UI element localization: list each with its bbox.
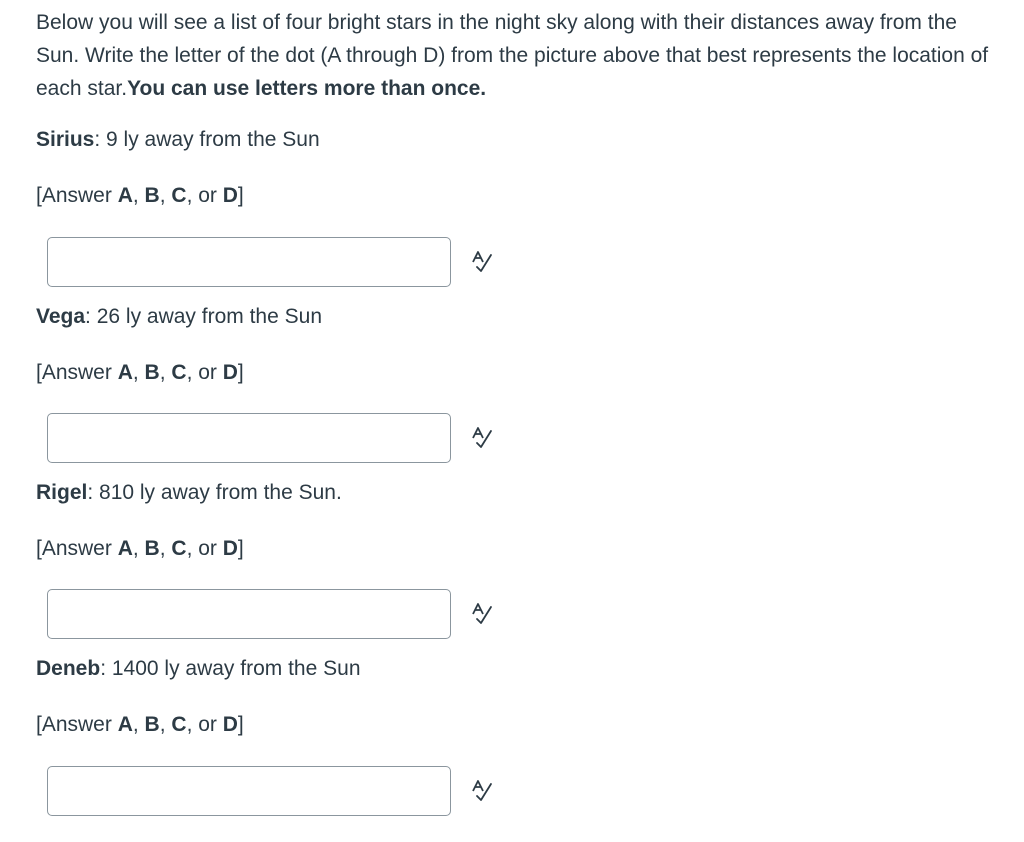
instructions	[36, 6, 996, 105]
answer-input-rigel[interactable]	[47, 589, 451, 639]
star-name: Deneb	[36, 657, 101, 680]
star-name: Sirius	[36, 128, 95, 151]
spell-check-icon[interactable]	[469, 601, 495, 627]
star-name: Vega	[36, 305, 86, 328]
spell-check-icon[interactable]	[469, 249, 495, 275]
star-name: Rigel	[36, 481, 88, 504]
question-rigel	[36, 478, 342, 508]
answer-hint: [Answer A, B, C, or D]	[36, 184, 244, 207]
answer-hint: [Answer A, B, C, or D]	[36, 361, 244, 384]
spell-check-icon[interactable]	[469, 425, 495, 451]
question-vega	[36, 302, 322, 332]
question-sirius	[36, 125, 320, 155]
answer-input-sirius[interactable]	[47, 237, 451, 287]
answer-hint: [Answer A, B, C, or D]	[36, 537, 244, 560]
star-distance: : 1400 ly away from the Sun	[100, 657, 361, 680]
star-distance: : 26 ly away from the Sun	[85, 305, 322, 328]
instructions-text: Below you will see a list of four bright stars in the night sky along with their distances away from the Sun. Write the letter of the dot (A through D) from the picture above that best represents the location of each star.	[36, 11, 989, 100]
instructions-emphasis: You can use letters more than once.	[127, 77, 487, 100]
question-deneb	[36, 654, 361, 684]
star-distance: : 810 ly away from the Sun.	[87, 481, 342, 504]
answer-hint: [Answer A, B, C, or D]	[36, 713, 244, 736]
answer-input-vega[interactable]	[47, 413, 451, 463]
spell-check-icon[interactable]	[469, 778, 495, 804]
star-distance: : 9 ly away from the Sun	[94, 128, 320, 151]
answer-input-deneb[interactable]	[47, 766, 451, 816]
